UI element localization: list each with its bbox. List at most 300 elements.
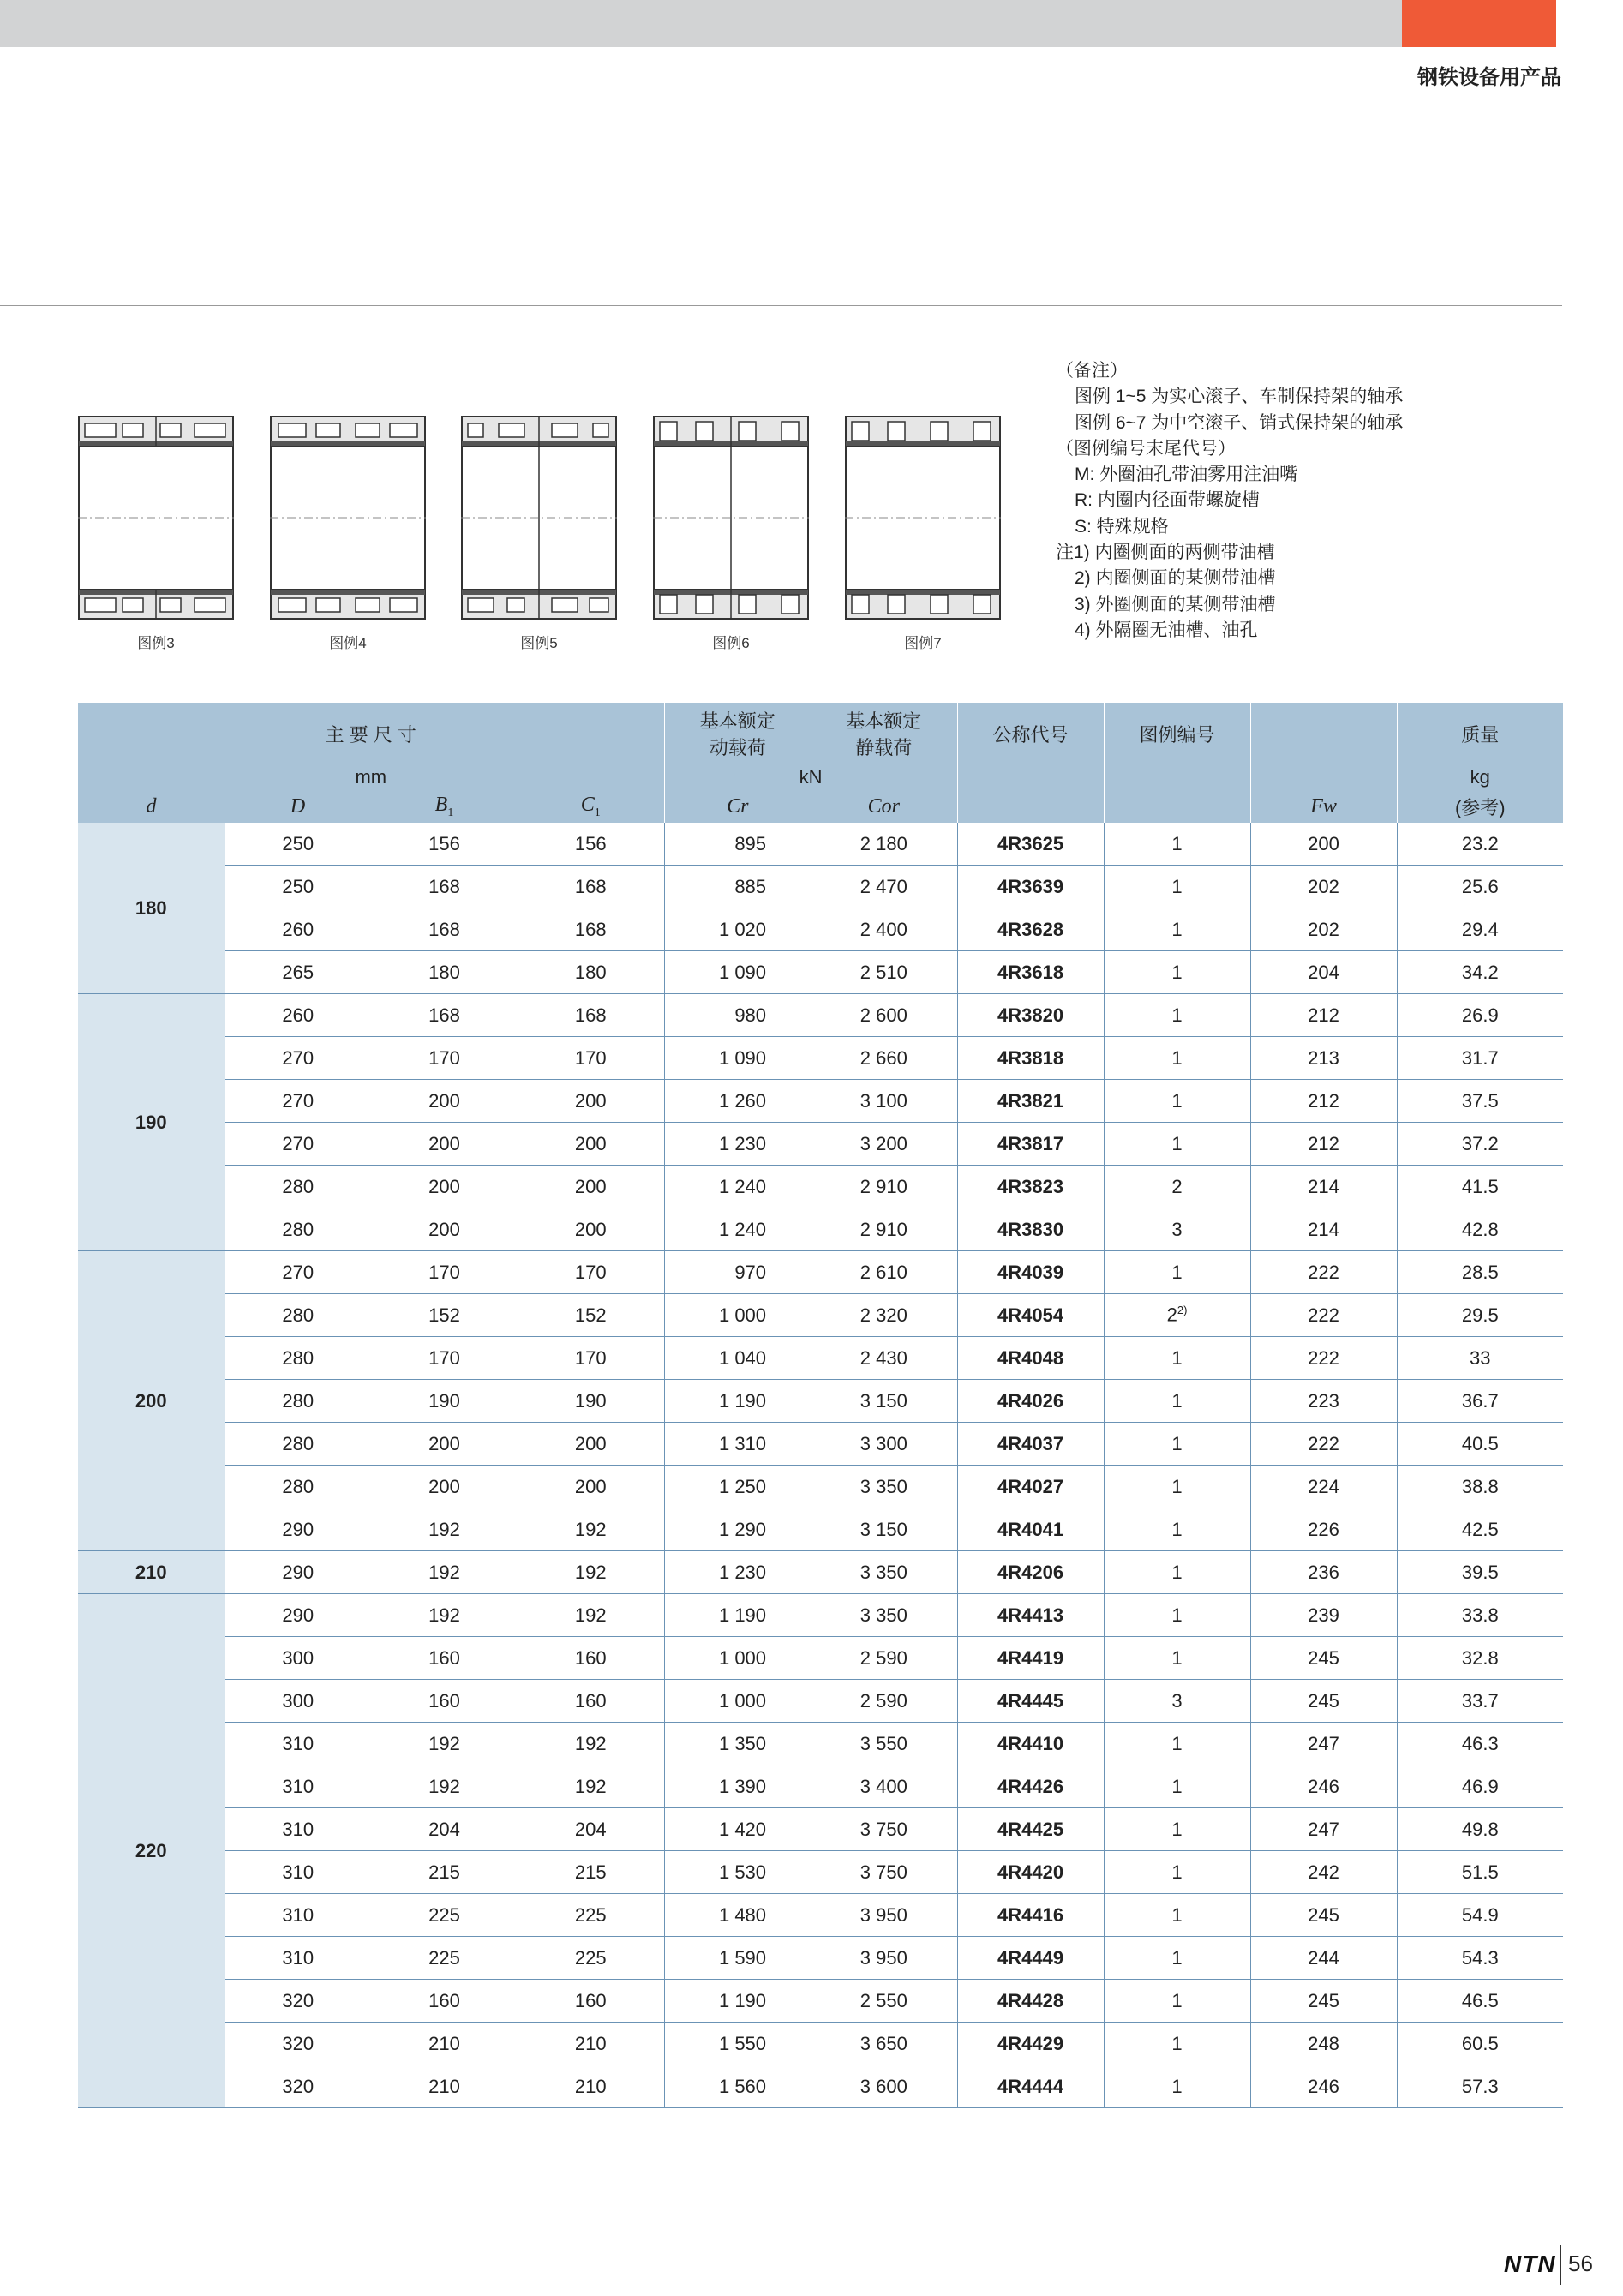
figure-number: 1 bbox=[1171, 918, 1183, 940]
figure-number: 1 bbox=[1171, 1946, 1183, 1969]
outer-diameter-cell: 300 bbox=[225, 1680, 371, 1723]
note-line: 注1) 内圈侧面的两侧带油槽 bbox=[1056, 543, 1275, 563]
dynamic-load-cell: 1 040 bbox=[664, 1337, 811, 1380]
dynamic-load-cell: 1 530 bbox=[664, 1851, 811, 1894]
table-row bbox=[78, 823, 1563, 866]
figure-number-cell bbox=[1104, 2065, 1250, 2108]
mass-cell: 51.5 bbox=[1397, 1851, 1563, 1894]
header-divider bbox=[0, 305, 1562, 306]
figure-number: 1 bbox=[1171, 2032, 1183, 2054]
figure-number-cell bbox=[1104, 1594, 1250, 1637]
width-c1-cell: 170 bbox=[518, 1337, 664, 1380]
page-number-divider bbox=[1560, 2245, 1561, 2285]
outer-diameter-cell: 280 bbox=[225, 1294, 371, 1337]
mass-cell: 33 bbox=[1397, 1337, 1563, 1380]
fw-cell: 212 bbox=[1250, 994, 1397, 1037]
bearing-code-cell: 4R4425 bbox=[957, 1808, 1104, 1851]
width-b1-cell: 160 bbox=[371, 1980, 518, 2023]
width-c1-cell: 192 bbox=[518, 1765, 664, 1808]
fw-cell: 242 bbox=[1250, 1851, 1397, 1894]
bearing-figure-6 bbox=[653, 415, 807, 620]
note-line: 2) 内圈侧面的某侧带油槽 bbox=[1075, 568, 1276, 589]
dynamic-load-cell: 1 290 bbox=[664, 1508, 811, 1551]
header-symbol-C1 bbox=[518, 790, 664, 823]
fw-cell: 212 bbox=[1250, 1080, 1397, 1123]
note-line: 图例 1~5 为实心滚子、车制保持架的轴承 bbox=[1075, 387, 1404, 407]
bearing-figure-5 bbox=[461, 415, 615, 620]
width-b1-cell: 156 bbox=[371, 823, 518, 866]
table-row bbox=[78, 1294, 1563, 1337]
figure-number: 1 bbox=[1171, 1646, 1183, 1669]
fw-cell: 246 bbox=[1250, 1765, 1397, 1808]
fw-cell: 222 bbox=[1250, 1423, 1397, 1466]
header-symbol-B1 bbox=[371, 790, 518, 823]
fw-cell: 200 bbox=[1250, 823, 1397, 866]
outer-diameter-cell: 310 bbox=[225, 1894, 371, 1937]
width-b1-cell: 225 bbox=[371, 1937, 518, 1980]
static-load-cell: 3 350 bbox=[811, 1551, 957, 1594]
dynamic-load-cell: 1 560 bbox=[664, 2065, 811, 2108]
table-row bbox=[78, 866, 1563, 908]
figure-number-cell bbox=[1104, 2023, 1250, 2065]
notes-block bbox=[1056, 358, 1403, 644]
figure-number: 2 bbox=[1171, 1175, 1183, 1197]
header-unit-mm: mm bbox=[78, 764, 664, 790]
width-b1-cell: 160 bbox=[371, 1637, 518, 1680]
outer-diameter-cell: 280 bbox=[225, 1380, 371, 1423]
width-c1-cell: 192 bbox=[518, 1551, 664, 1594]
bearing-code-cell: 4R4428 bbox=[957, 1980, 1104, 2023]
header-dynamic-line2: 动载荷 bbox=[709, 737, 766, 758]
width-c1-cell: 225 bbox=[518, 1894, 664, 1937]
symbol-subscript: 1 bbox=[447, 806, 454, 819]
figure-number: 1 bbox=[1171, 1475, 1183, 1497]
outer-diameter-cell: 320 bbox=[225, 2065, 371, 2108]
table-row bbox=[78, 1080, 1563, 1123]
width-b1-cell: 152 bbox=[371, 1294, 518, 1337]
dynamic-load-cell: 895 bbox=[664, 823, 811, 866]
page-number: 56 bbox=[1568, 2251, 1593, 2276]
table-row bbox=[78, 1851, 1563, 1894]
static-load-cell: 2 550 bbox=[811, 1980, 957, 2023]
figure-number: 1 bbox=[1171, 1346, 1183, 1369]
bearing-code-cell: 4R4449 bbox=[957, 1937, 1104, 1980]
mass-cell: 33.7 bbox=[1397, 1680, 1563, 1723]
table-row bbox=[78, 1208, 1563, 1251]
figure-number: 1 bbox=[1171, 1861, 1183, 1883]
static-load-cell: 3 150 bbox=[811, 1508, 957, 1551]
width-c1-cell: 168 bbox=[518, 866, 664, 908]
width-b1-cell: 192 bbox=[371, 1508, 518, 1551]
figure-number-cell bbox=[1104, 1980, 1250, 2023]
width-b1-cell: 170 bbox=[371, 1037, 518, 1080]
fw-cell: 248 bbox=[1250, 2023, 1397, 2065]
mass-cell: 36.7 bbox=[1397, 1380, 1563, 1423]
outer-diameter-cell: 320 bbox=[225, 1980, 371, 2023]
note-line: S: 特殊规格 bbox=[1075, 516, 1169, 537]
symbol-B: B bbox=[434, 793, 448, 816]
header-static-line1: 基本额定 bbox=[846, 710, 922, 732]
outer-diameter-cell: 280 bbox=[225, 1337, 371, 1380]
width-c1-cell: 170 bbox=[518, 1037, 664, 1080]
header-reference: (参考) bbox=[1397, 790, 1563, 823]
static-load-cell: 2 590 bbox=[811, 1637, 957, 1680]
figure-number-cell bbox=[1104, 1637, 1250, 1680]
header-blank bbox=[957, 790, 1104, 823]
static-load-cell: 2 660 bbox=[811, 1037, 957, 1080]
width-c1-cell: 168 bbox=[518, 908, 664, 951]
bearing-code-cell: 4R3817 bbox=[957, 1123, 1104, 1166]
dynamic-load-cell: 1 420 bbox=[664, 1808, 811, 1851]
mass-cell: 46.5 bbox=[1397, 1980, 1563, 2023]
mass-cell: 40.5 bbox=[1397, 1423, 1563, 1466]
mass-cell: 31.7 bbox=[1397, 1037, 1563, 1080]
width-b1-cell: 215 bbox=[371, 1851, 518, 1894]
dynamic-load-cell: 1 240 bbox=[664, 1166, 811, 1208]
width-c1-cell: 200 bbox=[518, 1123, 664, 1166]
figure-number-cell bbox=[1104, 994, 1250, 1037]
outer-diameter-cell: 310 bbox=[225, 1808, 371, 1851]
fw-cell: 204 bbox=[1250, 951, 1397, 994]
figure-number-cell bbox=[1104, 1551, 1250, 1594]
bearing-code-cell: 4R3820 bbox=[957, 994, 1104, 1037]
dynamic-load-cell: 1 000 bbox=[664, 1294, 811, 1337]
figure-number-cell bbox=[1104, 823, 1250, 866]
fw-cell: 222 bbox=[1250, 1294, 1397, 1337]
outer-diameter-cell: 280 bbox=[225, 1423, 371, 1466]
width-c1-cell: 225 bbox=[518, 1937, 664, 1980]
mass-cell: 29.5 bbox=[1397, 1294, 1563, 1337]
outer-diameter-cell: 310 bbox=[225, 1723, 371, 1765]
header-bar bbox=[0, 0, 1402, 47]
note-line: 4) 外隔圈无油槽、油孔 bbox=[1075, 620, 1258, 640]
mass-cell: 42.8 bbox=[1397, 1208, 1563, 1251]
table-row bbox=[78, 1680, 1563, 1723]
header-symbol-Cor: Cor bbox=[811, 790, 957, 823]
figure-number: 1 bbox=[1171, 1089, 1183, 1112]
table-row bbox=[78, 994, 1563, 1037]
figure-number: 1 bbox=[1171, 1389, 1183, 1412]
dynamic-load-cell: 1 000 bbox=[664, 1680, 811, 1723]
dynamic-load-cell: 1 190 bbox=[664, 1980, 811, 2023]
fw-cell: 236 bbox=[1250, 1551, 1397, 1594]
footnote-marker: 2) bbox=[1177, 1304, 1188, 1317]
static-load-cell: 3 750 bbox=[811, 1851, 957, 1894]
width-c1-cell: 200 bbox=[518, 1466, 664, 1508]
table-row bbox=[78, 1508, 1563, 1551]
figure-number-cell bbox=[1104, 908, 1250, 951]
figure-number-cell bbox=[1104, 866, 1250, 908]
width-c1-cell: 210 bbox=[518, 2023, 664, 2065]
fw-cell: 246 bbox=[1250, 2065, 1397, 2108]
fw-cell: 245 bbox=[1250, 1894, 1397, 1937]
figure-number: 1 bbox=[1171, 1903, 1183, 1926]
outer-diameter-cell: 250 bbox=[225, 823, 371, 866]
figure-number: 1 bbox=[1171, 1818, 1183, 1840]
table-row bbox=[78, 1037, 1563, 1080]
figure-number: 2 bbox=[1166, 1304, 1177, 1326]
width-b1-cell: 180 bbox=[371, 951, 518, 994]
figure-number-cell bbox=[1104, 1294, 1250, 1337]
header-symbol-D: D bbox=[225, 790, 371, 823]
bearing-code-cell: 4R4445 bbox=[957, 1680, 1104, 1723]
static-load-cell: 2 510 bbox=[811, 951, 957, 994]
header-unit-kn: kN bbox=[664, 764, 957, 790]
mass-cell: 39.5 bbox=[1397, 1551, 1563, 1594]
dynamic-load-cell: 1 550 bbox=[664, 2023, 811, 2065]
bearing-code-cell: 4R3639 bbox=[957, 866, 1104, 908]
width-c1-cell: 192 bbox=[518, 1723, 664, 1765]
bearing-figure-4 bbox=[270, 415, 424, 620]
figure-number: 1 bbox=[1171, 1732, 1183, 1754]
dynamic-load-cell: 885 bbox=[664, 866, 811, 908]
static-load-cell: 2 600 bbox=[811, 994, 957, 1037]
mass-cell: 25.6 bbox=[1397, 866, 1563, 908]
figure-number: 3 bbox=[1171, 1689, 1183, 1712]
mass-cell: 57.3 bbox=[1397, 2065, 1563, 2108]
outer-diameter-cell: 310 bbox=[225, 1851, 371, 1894]
table-row bbox=[78, 1894, 1563, 1937]
ntn-logo: NTN bbox=[1504, 2251, 1556, 2277]
bearing-code-cell: 4R4041 bbox=[957, 1508, 1104, 1551]
width-c1-cell: 152 bbox=[518, 1294, 664, 1337]
bearing-code-cell: 4R4054 bbox=[957, 1294, 1104, 1337]
width-b1-cell: 200 bbox=[371, 1423, 518, 1466]
static-load-cell: 2 400 bbox=[811, 908, 957, 951]
header-blank bbox=[1104, 764, 1250, 790]
fw-cell: 213 bbox=[1250, 1037, 1397, 1080]
dynamic-load-cell: 1 390 bbox=[664, 1765, 811, 1808]
table-row bbox=[78, 1594, 1563, 1637]
table-row bbox=[78, 1937, 1563, 1980]
fw-cell: 222 bbox=[1250, 1337, 1397, 1380]
figure-number-cell bbox=[1104, 1123, 1250, 1166]
bearing-code-cell: 4R4413 bbox=[957, 1594, 1104, 1637]
bore-diameter-cell: 220 bbox=[78, 1594, 225, 2108]
dynamic-load-cell: 1 020 bbox=[664, 908, 811, 951]
bearing-code-cell: 4R4426 bbox=[957, 1765, 1104, 1808]
note-line: 图例 6~7 为中空滚子、销式保持架的轴承 bbox=[1075, 412, 1404, 433]
mass-cell: 60.5 bbox=[1397, 2023, 1563, 2065]
table-row bbox=[78, 1765, 1563, 1808]
static-load-cell: 3 400 bbox=[811, 1765, 957, 1808]
width-c1-cell: 180 bbox=[518, 951, 664, 994]
figure-number: 1 bbox=[1171, 2075, 1183, 2097]
dynamic-load-cell: 1 240 bbox=[664, 1208, 811, 1251]
figure-number: 1 bbox=[1171, 1004, 1183, 1026]
dynamic-load-cell: 970 bbox=[664, 1251, 811, 1294]
outer-diameter-cell: 265 bbox=[225, 951, 371, 994]
figure-number: 1 bbox=[1171, 832, 1183, 854]
dynamic-load-cell: 1 310 bbox=[664, 1423, 811, 1466]
width-b1-cell: 200 bbox=[371, 1208, 518, 1251]
bearing-spec-table bbox=[78, 703, 1563, 2108]
outer-diameter-cell: 270 bbox=[225, 1037, 371, 1080]
width-b1-cell: 204 bbox=[371, 1808, 518, 1851]
width-c1-cell: 190 bbox=[518, 1380, 664, 1423]
width-c1-cell: 156 bbox=[518, 823, 664, 866]
outer-diameter-cell: 290 bbox=[225, 1551, 371, 1594]
mass-cell: 33.8 bbox=[1397, 1594, 1563, 1637]
bearing-figure-3 bbox=[78, 415, 232, 620]
static-load-cell: 3 750 bbox=[811, 1808, 957, 1851]
table-row bbox=[78, 1466, 1563, 1508]
figure-caption: 图例5 bbox=[520, 635, 558, 651]
dynamic-load-cell: 1 250 bbox=[664, 1466, 811, 1508]
width-b1-cell: 200 bbox=[371, 1080, 518, 1123]
table-row bbox=[78, 1380, 1563, 1423]
table-row bbox=[78, 908, 1563, 951]
table-row bbox=[78, 1980, 1563, 2023]
width-c1-cell: 210 bbox=[518, 2065, 664, 2108]
width-b1-cell: 192 bbox=[371, 1551, 518, 1594]
table-row bbox=[78, 1337, 1563, 1380]
fw-cell: 245 bbox=[1250, 1680, 1397, 1723]
mass-cell: 26.9 bbox=[1397, 994, 1563, 1037]
figure-number-cell bbox=[1104, 1808, 1250, 1851]
fw-cell: 247 bbox=[1250, 1723, 1397, 1765]
fw-cell: 202 bbox=[1250, 908, 1397, 951]
width-b1-cell: 192 bbox=[371, 1723, 518, 1765]
bearing-code-cell: 4R3625 bbox=[957, 823, 1104, 866]
width-b1-cell: 210 bbox=[371, 2065, 518, 2108]
note-line: 3) 外圈侧面的某侧带油槽 bbox=[1075, 594, 1276, 614]
symbol-subscript: 1 bbox=[594, 806, 601, 819]
dynamic-load-cell: 1 590 bbox=[664, 1937, 811, 1980]
table-row bbox=[78, 951, 1563, 994]
bearing-code-cell: 4R4026 bbox=[957, 1380, 1104, 1423]
width-c1-cell: 160 bbox=[518, 1980, 664, 2023]
header-accent-block bbox=[1402, 0, 1556, 47]
notes-heading: （备注） bbox=[1056, 361, 1128, 381]
bore-diameter-cell: 210 bbox=[78, 1551, 225, 1594]
figure-number: 1 bbox=[1171, 1046, 1183, 1069]
bearing-code-cell: 4R4206 bbox=[957, 1551, 1104, 1594]
figure-number: 1 bbox=[1171, 1518, 1183, 1540]
note-line: R: 内圈内径面带螺旋槽 bbox=[1075, 490, 1260, 511]
outer-diameter-cell: 280 bbox=[225, 1208, 371, 1251]
bearing-code-cell: 4R3830 bbox=[957, 1208, 1104, 1251]
outer-diameter-cell: 310 bbox=[225, 1937, 371, 1980]
mass-cell: 54.3 bbox=[1397, 1937, 1563, 1980]
bearing-code-cell: 4R4027 bbox=[957, 1466, 1104, 1508]
outer-diameter-cell: 320 bbox=[225, 2023, 371, 2065]
header-symbol-d: d bbox=[78, 790, 225, 823]
static-load-cell: 3 300 bbox=[811, 1423, 957, 1466]
bearing-code-cell: 4R4420 bbox=[957, 1851, 1104, 1894]
figure-number: 1 bbox=[1171, 1432, 1183, 1454]
figure-number: 1 bbox=[1171, 875, 1183, 897]
figure-number: 3 bbox=[1171, 1218, 1183, 1240]
figure-number: 1 bbox=[1171, 1775, 1183, 1797]
table-row bbox=[78, 1251, 1563, 1294]
mass-cell: 46.3 bbox=[1397, 1723, 1563, 1765]
width-b1-cell: 168 bbox=[371, 908, 518, 951]
width-c1-cell: 200 bbox=[518, 1208, 664, 1251]
fw-cell: 223 bbox=[1250, 1380, 1397, 1423]
outer-diameter-cell: 250 bbox=[225, 866, 371, 908]
static-load-cell: 3 350 bbox=[811, 1466, 957, 1508]
outer-diameter-cell: 290 bbox=[225, 1594, 371, 1637]
width-b1-cell: 225 bbox=[371, 1894, 518, 1937]
fw-cell: 224 bbox=[1250, 1466, 1397, 1508]
fw-cell: 245 bbox=[1250, 1637, 1397, 1680]
width-c1-cell: 160 bbox=[518, 1637, 664, 1680]
figure-caption: 图例3 bbox=[137, 635, 175, 651]
width-b1-cell: 200 bbox=[371, 1123, 518, 1166]
width-b1-cell: 200 bbox=[371, 1466, 518, 1508]
figure-number-cell bbox=[1104, 1851, 1250, 1894]
figure-number-cell bbox=[1104, 1466, 1250, 1508]
figure-number-cell bbox=[1104, 1380, 1250, 1423]
figure-number-cell bbox=[1104, 1251, 1250, 1294]
table-row bbox=[78, 2023, 1563, 2065]
width-c1-cell: 200 bbox=[518, 1080, 664, 1123]
outer-diameter-cell: 310 bbox=[225, 1765, 371, 1808]
mass-cell: 54.9 bbox=[1397, 1894, 1563, 1937]
width-c1-cell: 160 bbox=[518, 1680, 664, 1723]
bearing-code-cell: 4R3618 bbox=[957, 951, 1104, 994]
bearing-code-cell: 4R3818 bbox=[957, 1037, 1104, 1080]
header-static-load bbox=[811, 703, 957, 764]
symbol-C: C bbox=[580, 793, 595, 816]
dynamic-load-cell: 1 230 bbox=[664, 1123, 811, 1166]
header-symbol-Fw: Fw bbox=[1250, 790, 1397, 823]
section-title: 钢铁设备用产品 bbox=[1417, 66, 1561, 89]
mass-cell: 38.8 bbox=[1397, 1466, 1563, 1508]
header-blank bbox=[1250, 764, 1397, 790]
static-load-cell: 2 910 bbox=[811, 1166, 957, 1208]
fw-cell: 226 bbox=[1250, 1508, 1397, 1551]
width-c1-cell: 200 bbox=[518, 1166, 664, 1208]
figure-number-cell bbox=[1104, 1894, 1250, 1937]
mass-cell: 49.8 bbox=[1397, 1808, 1563, 1851]
bearing-code-cell: 4R4444 bbox=[957, 2065, 1104, 2108]
header-dynamic-line1: 基本额定 bbox=[699, 710, 776, 732]
header-figure-no: 图例编号 bbox=[1104, 703, 1250, 764]
table-row bbox=[78, 1423, 1563, 1466]
figure-number-cell bbox=[1104, 1037, 1250, 1080]
figure-number-cell bbox=[1104, 951, 1250, 994]
dynamic-load-cell: 1 190 bbox=[664, 1594, 811, 1637]
outer-diameter-cell: 260 bbox=[225, 994, 371, 1037]
static-load-cell: 2 470 bbox=[811, 866, 957, 908]
figure-number-cell bbox=[1104, 1680, 1250, 1723]
figure-number-cell bbox=[1104, 1080, 1250, 1123]
outer-diameter-cell: 290 bbox=[225, 1508, 371, 1551]
dynamic-load-cell: 1 350 bbox=[664, 1723, 811, 1765]
dynamic-load-cell: 1 230 bbox=[664, 1551, 811, 1594]
figure-number: 1 bbox=[1171, 1561, 1183, 1583]
table-row bbox=[78, 1551, 1563, 1594]
dynamic-load-cell: 1 090 bbox=[664, 1037, 811, 1080]
mass-cell: 37.2 bbox=[1397, 1123, 1563, 1166]
outer-diameter-cell: 280 bbox=[225, 1466, 371, 1508]
figure-number: 1 bbox=[1171, 1604, 1183, 1626]
figure-number-cell bbox=[1104, 1937, 1250, 1980]
table-row bbox=[78, 1123, 1563, 1166]
mass-cell: 32.8 bbox=[1397, 1637, 1563, 1680]
fw-cell: 239 bbox=[1250, 1594, 1397, 1637]
bearing-code-cell: 4R3823 bbox=[957, 1166, 1104, 1208]
bearing-figure-7 bbox=[845, 415, 999, 620]
outer-diameter-cell: 280 bbox=[225, 1166, 371, 1208]
header-fw-blank bbox=[1250, 703, 1397, 764]
dynamic-load-cell: 1 090 bbox=[664, 951, 811, 994]
mass-cell: 28.5 bbox=[1397, 1251, 1563, 1294]
figure-caption: 图例7 bbox=[904, 635, 942, 651]
figure-number-cell bbox=[1104, 1508, 1250, 1551]
